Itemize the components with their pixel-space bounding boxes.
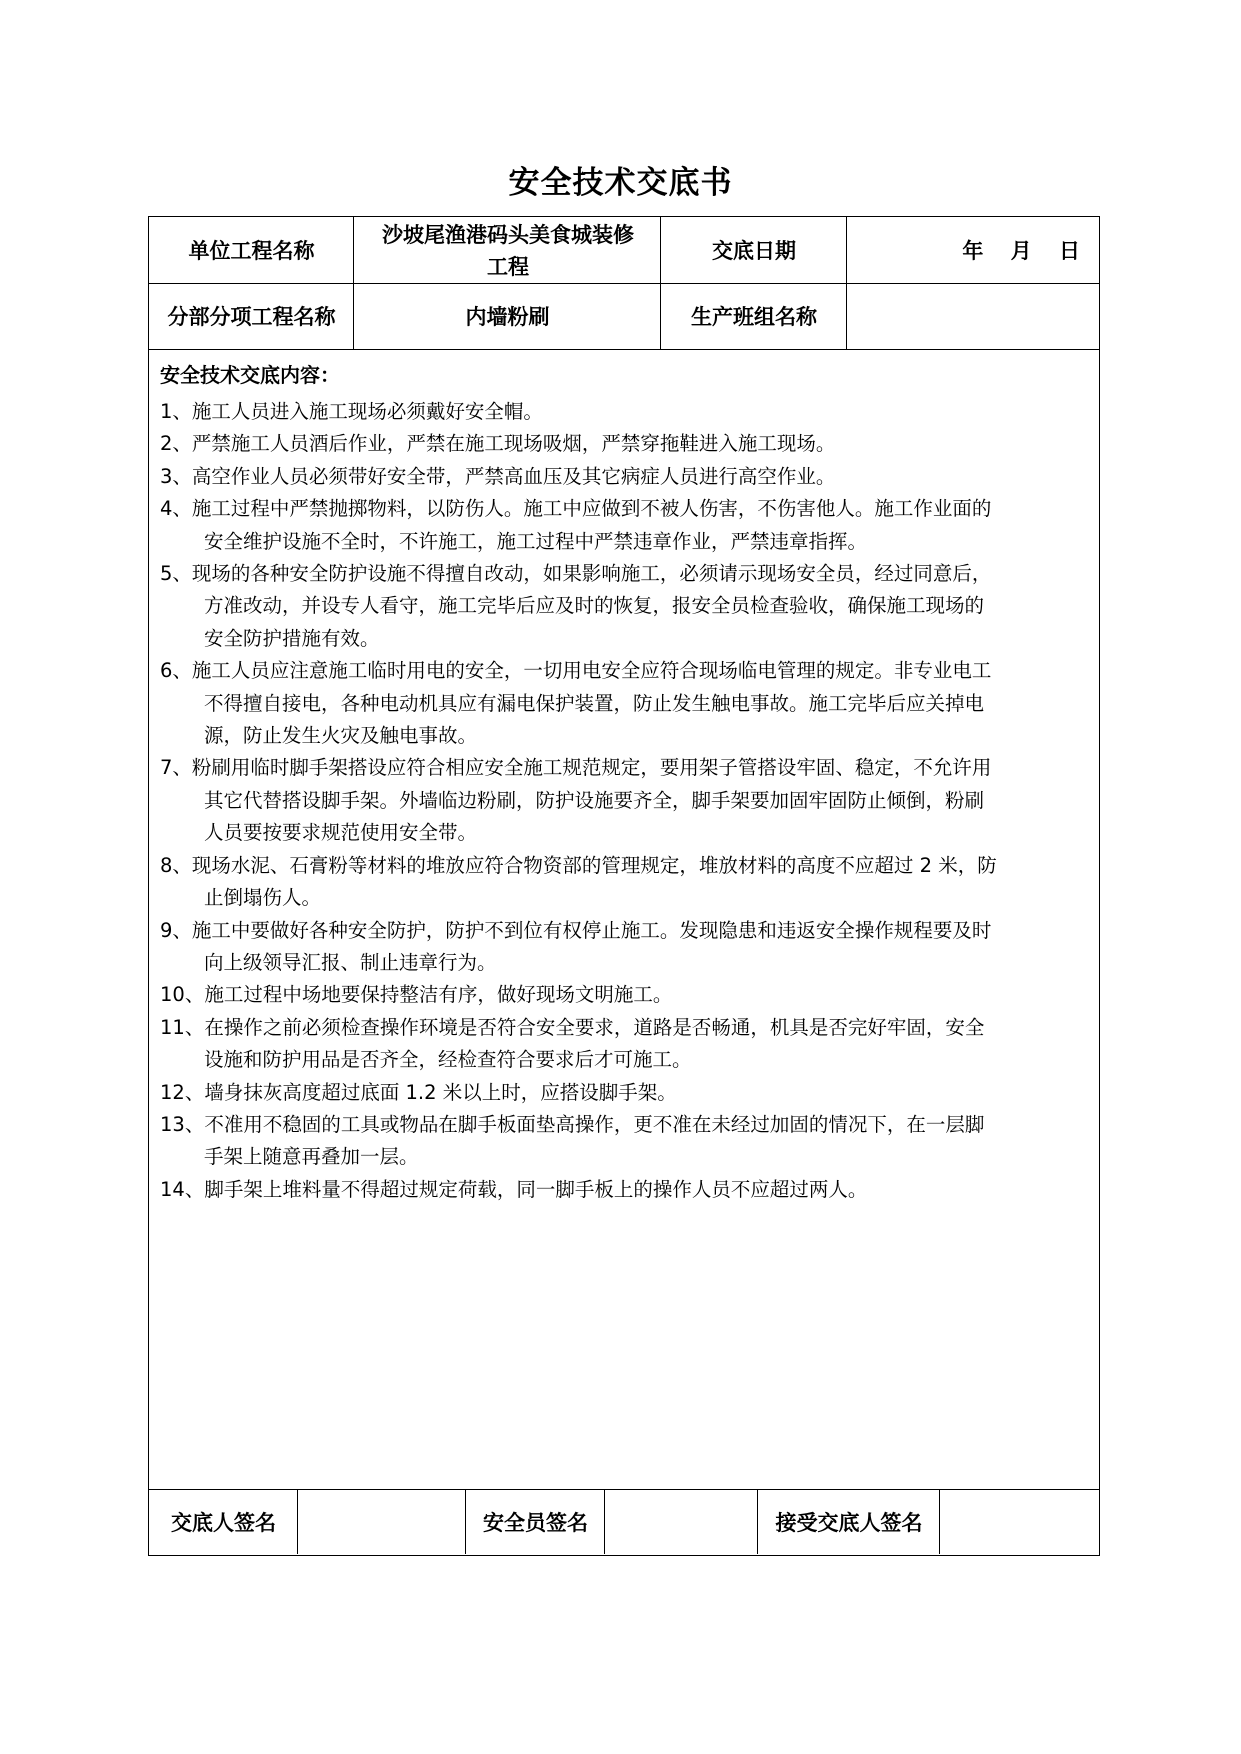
item-number: 12、 <box>160 1080 205 1104</box>
item-text <box>192 655 1085 752</box>
item-line: 不得擅自接电，各种电动机具应有漏电保护装置，防止发生触电事故。施工完毕后应关掉电 <box>204 691 985 715</box>
col-divider <box>465 1489 466 1554</box>
item-number: 14、 <box>160 1177 205 1201</box>
receiver-signature-value <box>941 1491 1098 1554</box>
item-line: 高空作业人员必须带好安全带，严禁高血压及其它病症人员进行高空作业。 <box>191 464 836 488</box>
presenter-signature-label: 交底人签名 <box>171 1510 276 1535</box>
list-item <box>160 850 1085 915</box>
unit-project-name-value: 沙坡尾渔港码头美食城装修工程 <box>382 222 634 279</box>
item-line: 施工人员进入施工现场必须戴好安全帽。 <box>191 400 543 423</box>
document-title: 安全技术交底书 <box>508 165 733 201</box>
sub-project-name-value: 内墙粉刷 <box>465 305 550 329</box>
item-line: 安全防护措施有效。 <box>204 626 380 650</box>
unit-project-name-label: 单位工程名称 <box>188 238 315 263</box>
item-number: 8、 <box>160 853 192 877</box>
item-number: 5、 <box>160 562 192 586</box>
production-team-value <box>848 285 1098 349</box>
item-line: 安全维护设施不全时，不许施工，施工过程中严禁违章作业，严禁违章指挥。 <box>204 529 868 553</box>
item-number: 3、 <box>160 464 192 488</box>
item-line: 粉刷用临时脚手架搭设应符合相应安全施工规范规定，要用架子管搭设牢固、稳定，不允许用 <box>191 756 992 780</box>
item-number: 7、 <box>160 756 192 780</box>
col-divider <box>297 1489 298 1554</box>
item-line: 现场的各种安全防护设施不得擅自改动，如果影响施工，必须请示现场安全员，经过同意后， <box>191 562 992 586</box>
list-item <box>160 1109 1085 1174</box>
presenter-signature-value <box>299 1491 465 1554</box>
row-divider <box>148 349 1100 350</box>
list-item <box>160 979 1085 1011</box>
item-number: 4、 <box>160 497 192 521</box>
item-line: 墙身抹灰高度超过底面 1.2 米以上时，应搭设脚手架。 <box>204 1080 677 1104</box>
production-team-label: 生产班组名称 <box>691 305 817 329</box>
item-line: 施工过程中场地要保持整洁有序，做好现场文明施工。 <box>204 983 673 1007</box>
item-text <box>204 1109 1085 1174</box>
item-line: 人员要按要求规范使用安全带。 <box>204 821 478 845</box>
item-line: 方准改动，并设专人看守，施工完毕后应及时的恢复，报安全员检查验收，确保施工现场的 <box>204 594 985 618</box>
list-item <box>160 1174 1085 1206</box>
item-number: 11、 <box>160 1015 205 1039</box>
item-text <box>192 493 1085 558</box>
item-line: 其它代替搭设脚手架。外墙临边粉刷，防护设施要齐全，脚手架要加固牢固防止倾倒，粉刷 <box>204 788 985 812</box>
content-label: 安全技术交底内容： <box>160 363 340 387</box>
row-divider <box>148 1489 1100 1490</box>
item-line: 严禁施工人员酒后作业，严禁在施工现场吸烟，严禁穿拖鞋进入施工现场。 <box>191 432 836 456</box>
item-line: 在操作之前必须检查操作环境是否符合安全要求，道路是否畅通，机具是否完好牢固，安全 <box>204 1015 985 1039</box>
handover-date-label: 交底日期 <box>712 238 796 263</box>
item-line: 手架上随意再叠加一层。 <box>204 1145 419 1169</box>
item-number: 13、 <box>160 1112 205 1136</box>
item-text <box>204 1174 1085 1206</box>
item-number: 6、 <box>160 659 192 683</box>
item-text <box>192 396 1085 428</box>
row-divider <box>148 283 1100 284</box>
item-text <box>204 1077 1085 1109</box>
item-number: 10、 <box>160 983 205 1007</box>
item-text <box>192 558 1085 655</box>
receiver-signature-label: 接受交底人签名 <box>775 1510 923 1535</box>
item-line: 不准用不稳固的工具或物品在脚手板面垫高操作，更不准在未经过加固的情况下，在一层脚 <box>204 1112 985 1136</box>
item-line: 现场水泥、石膏粉等材料的堆放应符合物资部的管理规定，堆放材料的高度不应超过 2 米，防 <box>191 853 997 877</box>
item-text <box>192 915 1085 980</box>
list-item <box>160 1077 1085 1109</box>
list-item <box>160 461 1085 493</box>
col-divider <box>939 1489 940 1554</box>
item-text <box>204 979 1085 1011</box>
col-divider <box>846 216 847 349</box>
col-divider <box>604 1489 605 1554</box>
safety-officer-signature-value <box>606 1491 757 1554</box>
list-item <box>160 396 1085 428</box>
col-divider <box>757 1489 758 1554</box>
item-number: 9、 <box>160 918 192 942</box>
item-text <box>204 1012 1085 1077</box>
list-item <box>160 558 1085 655</box>
list-item <box>160 915 1085 980</box>
list-item <box>160 752 1085 849</box>
item-line: 止倒塌伤人。 <box>204 886 322 910</box>
item-number: 1、 <box>160 400 192 423</box>
col-divider <box>660 216 661 349</box>
content-items <box>160 396 1085 1206</box>
list-item <box>160 493 1085 558</box>
item-line: 脚手架上堆料量不得超过规定荷载，同一脚手板上的操作人员不应超过两人。 <box>204 1177 868 1201</box>
item-line: 源，防止发生火灾及触电事故。 <box>204 724 478 748</box>
item-line: 向上级领导汇报、制止违章行为。 <box>204 950 497 974</box>
item-text <box>192 461 1085 493</box>
list-item <box>160 1012 1085 1077</box>
item-line: 施工过程中严禁抛掷物料，以防伤人。施工中应做到不被人伤害，不伤害他人。施工作业面的 <box>191 497 992 521</box>
item-line: 设施和防护用品是否齐全，经检查符合要求后才可施工。 <box>204 1048 692 1072</box>
item-line: 施工中要做好各种安全防护，防护不到位有权停止施工。发现隐患和违返安全操作规程要及时 <box>191 918 992 942</box>
handover-date-value: 年 月 日 <box>962 238 1080 263</box>
safety-officer-signature-label: 安全员签名 <box>483 1510 588 1535</box>
col-divider <box>353 216 354 349</box>
item-text <box>192 850 1085 915</box>
item-text <box>192 752 1085 849</box>
list-item <box>160 655 1085 752</box>
list-item <box>160 428 1085 460</box>
item-number: 2、 <box>160 432 192 456</box>
item-text <box>192 428 1085 460</box>
item-line: 施工人员应注意施工临时用电的安全，一切用电安全应符合现场临电管理的规定。非专业电工 <box>191 659 992 683</box>
sub-project-name-label: 分部分项工程名称 <box>167 305 336 329</box>
